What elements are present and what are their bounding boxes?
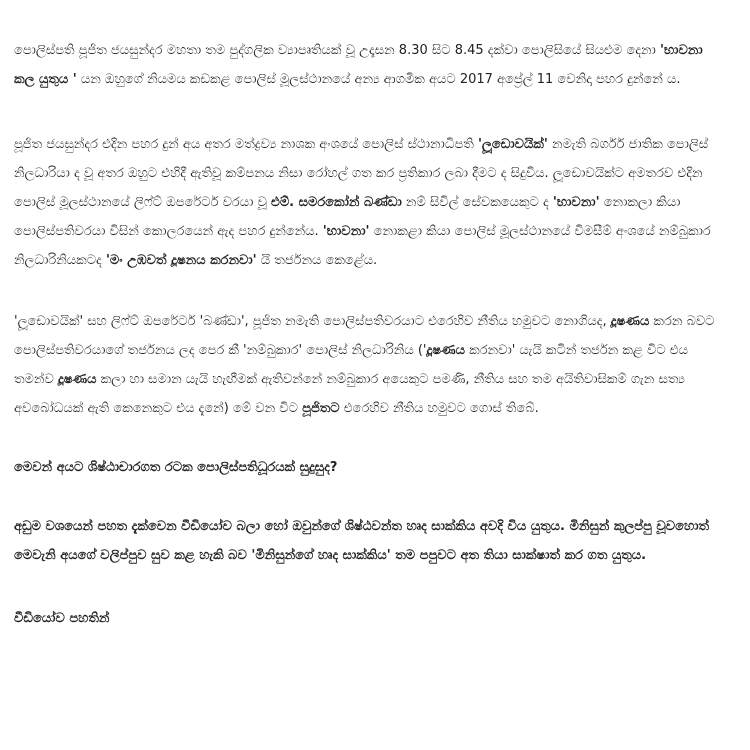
bold-text-segment: එම්. සමරකෝන් බණ්ඩා: [271, 195, 402, 210]
text-segment: යි තර්ජනය කෙළේය.: [256, 253, 378, 268]
text-segment: යන ඔහුගේ නියමය කඩකළ පොලිස් මූලස්ථානයේ අන්‍ය ආගමික අයට 2017 අප්‍රේල් 11 වෙනිදා පහර දුන්නේ ය.: [76, 72, 681, 87]
closing-paragraph: අඩුම වශයෙන් පහත දැක්වෙන වීඩියෝව බලා හෝ ඔවුන්ගේ ශිෂ්ඨවන්ත හෘද සාක්කිය අවදි විය යුතුය. මිනිසුන් කුලප්පු වූවහොත් මෙවැනි අයගේ වලිප්පුව සුව කළ හැකි බව 'මිනිසුන්ගේ හෘද සාක්කිය' තම පපුවට අත තියා සාක්ෂාත් කර ගත යුතුය.: [14, 519, 710, 563]
bold-text-segment: පූජිතට: [302, 401, 340, 416]
text-segment: කරනවා' යැයි කටින් තර්ජන කළ විට එය තමන්ව: [14, 343, 688, 387]
text-segment: පොලිස්පති පූජිත ජයසුන්දර මහතා තම පුද්ගලික ව්‍යාපෘතියක් වූ උදෑසන 8.30 සිට 8.45 දක්වා පොලිසියේ සියළුම දෙනා: [14, 43, 660, 58]
text-segment: නොකළා කියා පොලිස් මූලස්ථානයේ විමසීම් අංශයේ නම්බුකාර නිලධාරිනියකටද: [14, 224, 711, 268]
text-segment: නොකලා කියා පොලිස්පතිවරයා විසින් කොලරයෙන් ඇද පහර දුන්නේය.: [14, 195, 681, 239]
bold-text-segment: දූෂණය: [57, 372, 97, 387]
bold-text-segment: දූෂණය: [426, 343, 465, 358]
text-segment: නමැති බර්ගර් ජාතික පොලිස් නිලධාරියා ද වූ අතර ඔහුට එහිදී ඇතිවූ කම්පනය නිසා රෝහල් ගත කර ප්‍රතිකාර ලබා දීමට ද සිදුවිය. ලූඩොවයික්ට අමතරව එදින පොලිස් මූලස්ථානයේ ලිෆ්ට් ඔපරේටර් වරයා වූ: [14, 137, 709, 210]
bold-text-segment: 'භාවනා': [552, 195, 600, 210]
text-segment: එරෙහිව නීතිය හමුවට ගොස් තිබේ.: [339, 401, 539, 416]
bold-text-segment: 'මං උඹවත් දූෂනය කරනවා': [105, 253, 257, 268]
bold-text-segment: දූෂණය: [610, 314, 650, 329]
paragraph-3: [14, 307, 722, 423]
bold-text-segment: 'ලූඩොවයික්': [477, 137, 548, 152]
paragraph-1: [14, 36, 722, 94]
text-segment: කරන බවට පොලිස්පතිවරයාගේ තර්ජනය ලද පෙර කී 'නම්බුකාර' පොලිස් නිලධාරිනිය (': [14, 314, 715, 358]
bold-text-segment: 'භාවනා කල යුතුය ': [14, 43, 703, 87]
question-heading: මෙවන් අයට ශිෂ්ඨාචාරගත රටක පොලිස්පතිධූරයක් සුදුසුද?: [14, 460, 338, 475]
paragraph-2: [14, 130, 722, 275]
text-segment: නම් සිවිල් සේවකයෙකුට ද: [401, 195, 553, 210]
text-segment: පූජිත ජයසුන්දර එදින පහර දුන් අය අතර මත්ද්‍රව්‍ය නාශක අංශයේ පොලිස් ස්ථානාධිපති: [14, 137, 478, 152]
video-label: වීඩියෝව පහතින්: [14, 611, 110, 626]
bold-text-segment: 'භාවනා': [322, 224, 370, 239]
text-segment: කලා හා සමාන යැයි හැඟීමක් ඇතිවන්නේ නම්බුකාර අයෙකුට පමණි, නීතිය සහ තම අයිතිවාසිකම් ගැන සත්‍ය අවබෝධයක් ඇති කෙනෙකුට එය දැනේ) මේ වන විට: [14, 372, 685, 416]
text-segment: 'ලූඩොවයික්' සහ ලිෆ්ට් ඔපරේටර් 'බණ්ඩා', පූජිත නමැති පොලිස්පතිවරයාට එරෙහිව නීතිය හමුවට නොගියද,: [14, 314, 611, 329]
